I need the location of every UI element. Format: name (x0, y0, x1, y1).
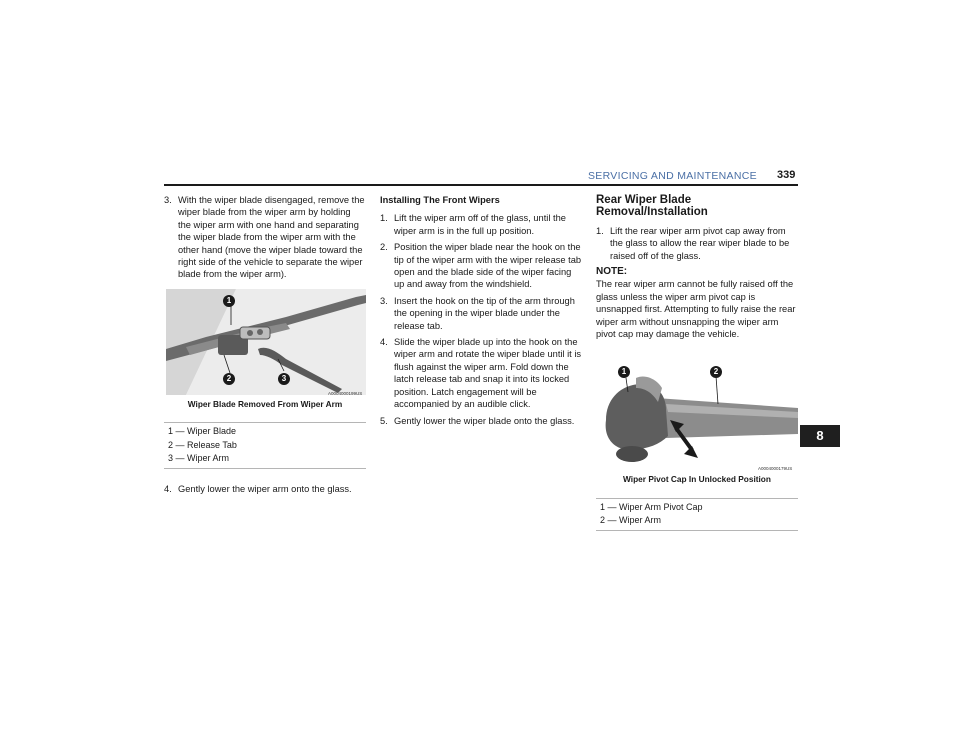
legend-item: 1 — Wiper Arm Pivot Cap (600, 501, 703, 512)
callout-2: 2 (223, 373, 235, 385)
step-text: Lift the wiper arm off of the glass, until the wiper arm is in the full up position. (394, 213, 566, 236)
figure-caption: Wiper Pivot Cap In Unlocked Position (623, 474, 771, 485)
step-number: 3. (380, 295, 388, 306)
install-step-3 (380, 295, 582, 332)
step-text: Position the wiper blade near the hook on the tip of the wiper arm with the wiper release tab open and the blade side of the wiper facing up and away from the windshield. (394, 242, 582, 290)
step-number: 2. (380, 242, 388, 253)
install-step-2 (380, 241, 582, 291)
figure-code: A0004000179US (758, 466, 793, 472)
figure-legend (596, 498, 798, 531)
column-middle (380, 194, 582, 431)
step-number: 3. (164, 195, 172, 205)
wiper-blade-illustration (166, 289, 366, 395)
figure-code: A0004000199US (328, 390, 363, 396)
section-title-rear-wiper: Rear Wiper Blade Removal/Installation (596, 194, 708, 219)
legend-item: 3 — Wiper Arm (168, 453, 230, 464)
step-number: 4. (164, 483, 172, 494)
step-text: With the wiper blade disengaged, remove the wiper blade from the wiper arm by holding the wiper arm with one hand and separating the wiper blade from the wiper arm with the other hand (move the wiper blade toward the right side of the vehicle to separate the wiper blade from the wiper arm). (178, 195, 365, 280)
callout-2: 2 (710, 366, 722, 378)
step-number: 5. (380, 415, 388, 426)
pivot-cap-illustration (596, 364, 798, 470)
step-3 (164, 194, 366, 281)
step-text: Slide the wiper blade up into the hook on the wiper arm and rotate the wiper blade until it is flush against the wiper arm. Fold down the latch release tab and snap it into its locked position. Latch engagement will be accompanied by an audible click. (394, 337, 582, 410)
callout-1: 1 (618, 366, 630, 378)
figure-legend (164, 422, 366, 469)
callout-3: 3 (278, 373, 290, 385)
header-rule (164, 184, 798, 186)
legend-item: 2 — Release Tab (168, 439, 237, 450)
callout-1: 1 (223, 295, 235, 307)
note-label: NOTE: (596, 266, 628, 278)
page-number: 339 (777, 169, 796, 181)
install-step-5 (380, 415, 582, 427)
column-left (164, 194, 366, 499)
step-text: Insert the hook on the tip of the arm through the opening in the wiper blade under the release tab. (394, 295, 575, 331)
chapter-tab: 8 (800, 425, 840, 447)
step-text: Lift the rear wiper arm pivot cap away from the glass to allow the rear wiper blade to be raised off of the glass. (610, 225, 790, 261)
figure-wiper-pivot-cap (596, 364, 798, 470)
legend-item: 1 — Wiper Blade (168, 426, 237, 437)
install-step-4 (380, 336, 582, 410)
header-section-title: SERVICING AND MAINTENANCE (588, 170, 757, 182)
column-right (596, 194, 798, 531)
step-4 (164, 483, 366, 495)
legend-item: 2 — Wiper Arm (600, 515, 662, 526)
step-text: Gently lower the wiper arm onto the glass. (178, 483, 352, 494)
figure-wiper-blade-removed (166, 289, 366, 395)
install-step-1 (380, 212, 582, 237)
note-text: The rear wiper arm cannot be fully raised off the glass unless the wiper arm pivot cap is unsnapped first. Attempting to fully raise the rear wiper arm without unsnapping the wiper arm pivot cap may damage the vehicle. (596, 279, 796, 340)
subheading-installing-front-wipers: Installing The Front Wipers (380, 195, 500, 205)
step-number: 1. (380, 213, 388, 224)
rear-step-1 (596, 225, 798, 262)
step-text: Gently lower the wiper blade onto the glass. (394, 415, 575, 426)
step-number: 4. (380, 337, 388, 348)
step-number: 1. (596, 225, 604, 236)
figure-caption: Wiper Blade Removed From Wiper Arm (187, 398, 343, 409)
